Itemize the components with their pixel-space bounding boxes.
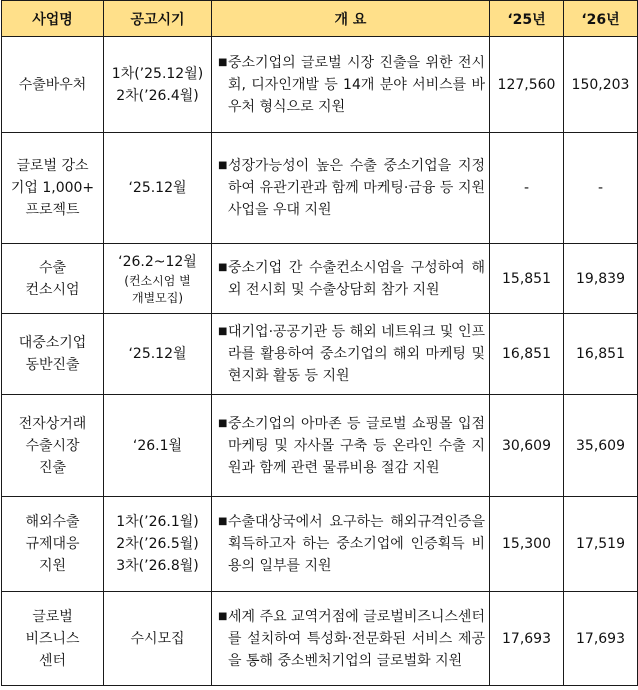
announce-period: ‘26.1월 <box>104 395 212 497</box>
program-summary-cell <box>212 37 490 133</box>
program-summary-cell <box>212 592 490 686</box>
program-summary: 중소기업의 아마존 등 글로벌 쇼핑몰 입점 마케팅 및 자사몰 구축 등 온라인 수출 지원과 함께 관련 물류비용 절감 지원 <box>228 415 485 476</box>
bullet-icon: ■ <box>218 417 228 429</box>
budget-2025: 30,609 <box>490 395 564 497</box>
program-summary: 중소기업 간 수출컨소시엄을 구성하여 해외 전시회 및 수출상담회 참가 지원 <box>228 259 485 298</box>
header-2026: ‘26년 <box>564 1 638 37</box>
budget-2025: 16,851 <box>490 314 564 395</box>
budget-2025: 17,693 <box>490 592 564 686</box>
bullet-icon: ■ <box>218 160 228 171</box>
announce-period: ‘26.2~12월 <box>118 253 197 270</box>
program-summary-cell <box>212 133 490 244</box>
budget-2025: 127,560 <box>490 37 564 133</box>
program-name: 전자상거래 수출시장 진출 <box>2 395 104 497</box>
table-row <box>2 395 638 497</box>
announce-period-note: (컨소시엄 별 개별모집) <box>124 273 191 305</box>
bullet-icon: ■ <box>218 326 228 337</box>
table-row <box>2 497 638 592</box>
program-summary: 대기업·공공기관 등 해외 네트워크 및 인프라를 활용하여 중소기업의 해외 마케팅 및 현지화 활동 등 지원 <box>228 324 485 384</box>
program-summary-cell <box>212 395 490 497</box>
announce-period: 1차(’26.1월) 2차(’26.5월) 3차(’26.8월) <box>104 497 212 592</box>
program-name: 해외수출 규제대응 지원 <box>2 497 104 592</box>
bullet-icon: ■ <box>218 610 228 622</box>
program-name: 수출 컨소시엄 <box>2 244 104 314</box>
program-summary: 수출대상국에서 요구하는 해외규격인증을 획득하고자 하는 중소기업에 인증획득 비용의 일부를 지원 <box>228 514 485 574</box>
program-name: 글로벌 강소 기업 1,000+ 프로젝트 <box>2 133 104 244</box>
header-row <box>2 1 638 37</box>
announce-period-cell <box>104 244 212 314</box>
announce-period: ‘25.12월 <box>104 133 212 244</box>
program-summary-cell <box>212 244 490 314</box>
program-summary-cell <box>212 314 490 395</box>
table-row <box>2 314 638 395</box>
bullet-icon: ■ <box>218 56 228 68</box>
header-2025: ‘25년 <box>490 1 564 37</box>
budget-2025: - <box>490 133 564 244</box>
program-summary: 성장가능성이 높은 수출 중소기업을 지정하여 유관기관과 함께 마케팅·금융 등 지원사업을 우대 지원 <box>228 158 485 218</box>
budget-2026: 16,851 <box>564 314 638 395</box>
table-row <box>2 592 638 686</box>
announce-period: 수시모집 <box>104 592 212 686</box>
budget-2025: 15,851 <box>490 244 564 314</box>
budget-2025: 15,300 <box>490 497 564 592</box>
table-row <box>2 133 638 244</box>
bullet-icon: ■ <box>218 516 228 527</box>
budget-2026: 35,609 <box>564 395 638 497</box>
budget-2026: - <box>564 133 638 244</box>
header-summary: 개 요 <box>212 1 490 37</box>
bullet-icon: ■ <box>218 261 228 273</box>
program-summary: 중소기업의 글로벌 시장 진출을 위한 전시회, 디자인개발 등 14개 분야 서비스를 바우처 형식으로 지원 <box>228 54 485 115</box>
program-summary-cell <box>212 497 490 592</box>
budget-2026: 17,693 <box>564 592 638 686</box>
table-row <box>2 37 638 133</box>
program-name: 수출바우처 <box>2 37 104 133</box>
announce-period: ‘25.12월 <box>104 314 212 395</box>
budget-2026: 150,203 <box>564 37 638 133</box>
program-summary: 세계 주요 교역거점에 글로벌비즈니스센터를 설치하여 특성화·전문화된 서비스 제공을 통해 중소벤처기업의 글로벌화 지원 <box>228 608 485 669</box>
budget-2026: 19,839 <box>564 244 638 314</box>
header-name: 사업명 <box>2 1 104 37</box>
program-table <box>1 0 638 686</box>
announce-period: 1차(’25.12월) 2차(’26.4월) <box>104 37 212 133</box>
header-period: 공고시기 <box>104 1 212 37</box>
budget-2026: 17,519 <box>564 497 638 592</box>
program-name: 글로벌 비즈니스 센터 <box>2 592 104 686</box>
program-name: 대중소기업 동반진출 <box>2 314 104 395</box>
table-row <box>2 244 638 314</box>
